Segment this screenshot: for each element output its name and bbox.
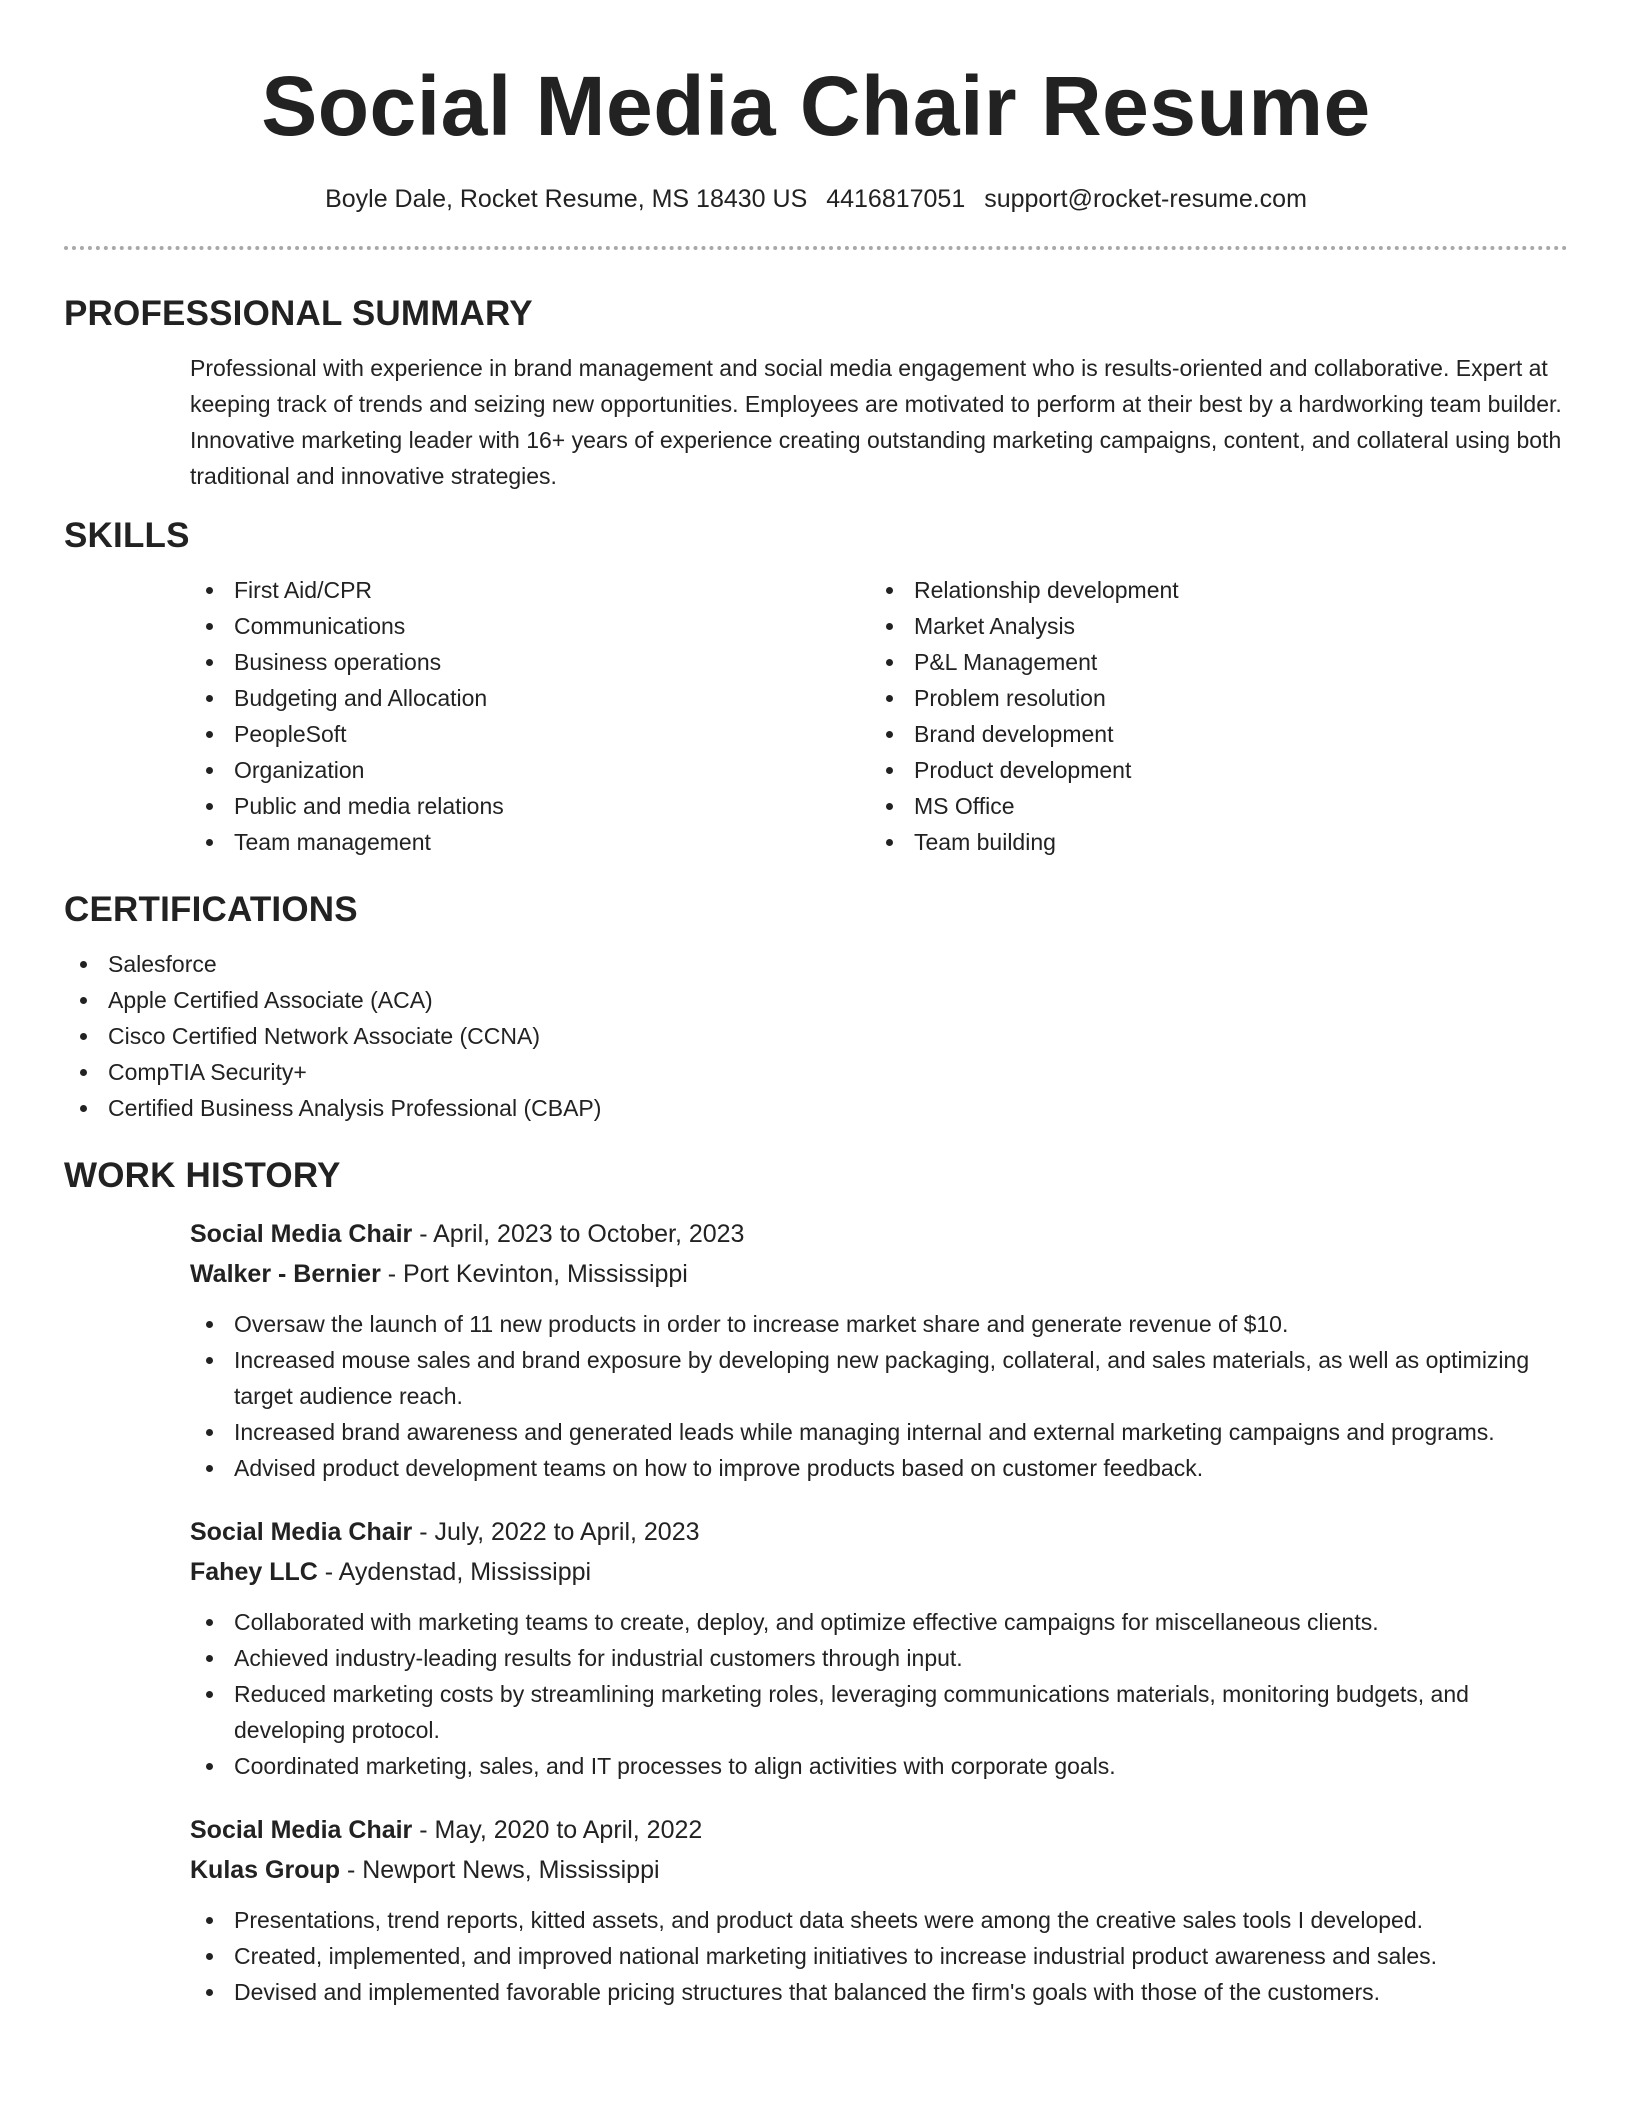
job-dates: - July, 2022 to April, 2023 <box>412 1518 700 1546</box>
job-entry <box>190 1512 1568 1784</box>
list-item: Coordinated marketing, sales, and IT processes to align activities with corporate goals. <box>190 1748 1568 1784</box>
list-item: Budgeting and Allocation <box>190 680 870 716</box>
list-item: Apple Certified Associate (ACA) <box>64 982 1568 1018</box>
certifications-section <box>64 888 1568 1126</box>
certifications-list <box>64 946 1568 1126</box>
job-title-line <box>190 1512 1568 1552</box>
list-item: Product development <box>870 752 1550 788</box>
job-dates: - April, 2023 to October, 2023 <box>412 1220 745 1248</box>
job-entry <box>190 1214 1568 1486</box>
list-item: Presentations, trend reports, kitted assets, and product data sheets were among the creative sales tools I developed. <box>190 1902 1568 1938</box>
list-item: Team building <box>870 824 1550 860</box>
list-item: Reduced marketing costs by streamlining marketing roles, leveraging communications materials, monitoring budgets, and developing protocol. <box>190 1676 1568 1748</box>
list-item: Business operations <box>190 644 870 680</box>
job-company: Walker - Bernier <box>190 1260 381 1288</box>
job-company-line <box>190 1254 1568 1294</box>
skills-list-left <box>190 572 870 860</box>
job-company-line <box>190 1552 1568 1592</box>
job-company: Kulas Group <box>190 1856 341 1884</box>
list-item: Communications <box>190 608 870 644</box>
summary-heading: PROFESSIONAL SUMMARY <box>64 294 533 333</box>
skills-column-left <box>190 572 870 860</box>
job-location: - Port Kevinton, Mississippi <box>380 1260 688 1288</box>
contact-email[interactable]: support@rocket-resume.com <box>984 185 1307 213</box>
list-item: Increased mouse sales and brand exposure by developing new packaging, collateral, and sales materials, as well as optimizing target audience reach. <box>190 1342 1568 1414</box>
skills-section <box>64 514 1568 860</box>
job-bullets <box>64 1306 1568 1486</box>
job-entry <box>190 1810 1568 2010</box>
job-title: Social Media Chair <box>190 1220 413 1248</box>
job-title-line <box>190 1810 1568 1850</box>
list-item: Certified Business Analysis Professional (CBAP) <box>64 1090 1568 1126</box>
list-item: PeopleSoft <box>190 716 870 752</box>
list-item: Created, implemented, and improved national marketing initiatives to increase industrial product awareness and sales. <box>190 1938 1568 1974</box>
job-title: Social Media Chair <box>190 1816 413 1844</box>
contact-address: Boyle Dale, Rocket Resume, MS 18430 US <box>325 185 808 213</box>
summary-text: Professional with experience in brand management and social media engagement who is results-oriented and collaborative. Expert at keeping track of trends and seizing new opportunities. Employees are motivated to perform at their best by a hardworking team builder. Innovative marketing leader with 16+ years of experience creating outstanding marketing campaigns, content, and collateral using both traditional and innovative strategies. <box>190 355 1562 489</box>
job-company: Fahey LLC <box>190 1558 318 1586</box>
skills-columns <box>190 572 1568 860</box>
list-item: Collaborated with marketing teams to create, deploy, and optimize effective campaigns for miscellaneous clients. <box>190 1604 1568 1640</box>
list-item: CompTIA Security+ <box>64 1054 1568 1090</box>
job-location: - Aydenstad, Mississippi <box>317 1558 592 1586</box>
job-bullets <box>64 1902 1568 2010</box>
list-item: Problem resolution <box>870 680 1550 716</box>
list-item: P&L Management <box>870 644 1550 680</box>
resume-page <box>64 0 1568 2010</box>
summary-section <box>64 292 1568 494</box>
job-bullets <box>64 1604 1568 1784</box>
job-title-line <box>190 1214 1568 1254</box>
list-item: Team management <box>190 824 870 860</box>
list-item: Increased brand awareness and generated leads while managing internal and external marketing campaigns and programs. <box>190 1414 1568 1450</box>
job-company-line <box>190 1850 1568 1890</box>
contact-line <box>64 182 1568 216</box>
work-history-heading: WORK HISTORY <box>64 1156 341 1195</box>
list-item: Public and media relations <box>190 788 870 824</box>
list-item: Oversaw the launch of 11 new products in order to increase market share and generate revenue of $10. <box>190 1306 1568 1342</box>
skills-list-right <box>870 572 1550 860</box>
list-item: Cisco Certified Network Associate (CCNA) <box>64 1018 1568 1054</box>
list-item: Devised and implemented favorable pricing structures that balanced the firm's goals with those of the customers. <box>190 1974 1568 2010</box>
list-item: MS Office <box>870 788 1550 824</box>
list-item: First Aid/CPR <box>190 572 870 608</box>
list-item: Market Analysis <box>870 608 1550 644</box>
list-item: Salesforce <box>64 946 1568 982</box>
skills-heading: SKILLS <box>64 516 190 555</box>
list-item: Advised product development teams on how to improve products based on customer feedback. <box>190 1450 1568 1486</box>
list-item: Brand development <box>870 716 1550 752</box>
list-item: Achieved industry-leading results for industrial customers through input. <box>190 1640 1568 1676</box>
certifications-heading: CERTIFICATIONS <box>64 890 358 929</box>
header-divider <box>64 246 1568 250</box>
resume-title: Social Media Chair Resume <box>261 59 1371 153</box>
job-dates: - May, 2020 to April, 2022 <box>412 1816 703 1844</box>
list-item: Organization <box>190 752 870 788</box>
skills-column-right <box>870 572 1550 860</box>
list-item: Relationship development <box>870 572 1550 608</box>
contact-phone[interactable]: 4416817051 <box>826 185 966 213</box>
work-history-section <box>64 1154 1568 2010</box>
job-location: - Newport News, Mississippi <box>340 1856 660 1884</box>
job-title: Social Media Chair <box>190 1518 413 1546</box>
